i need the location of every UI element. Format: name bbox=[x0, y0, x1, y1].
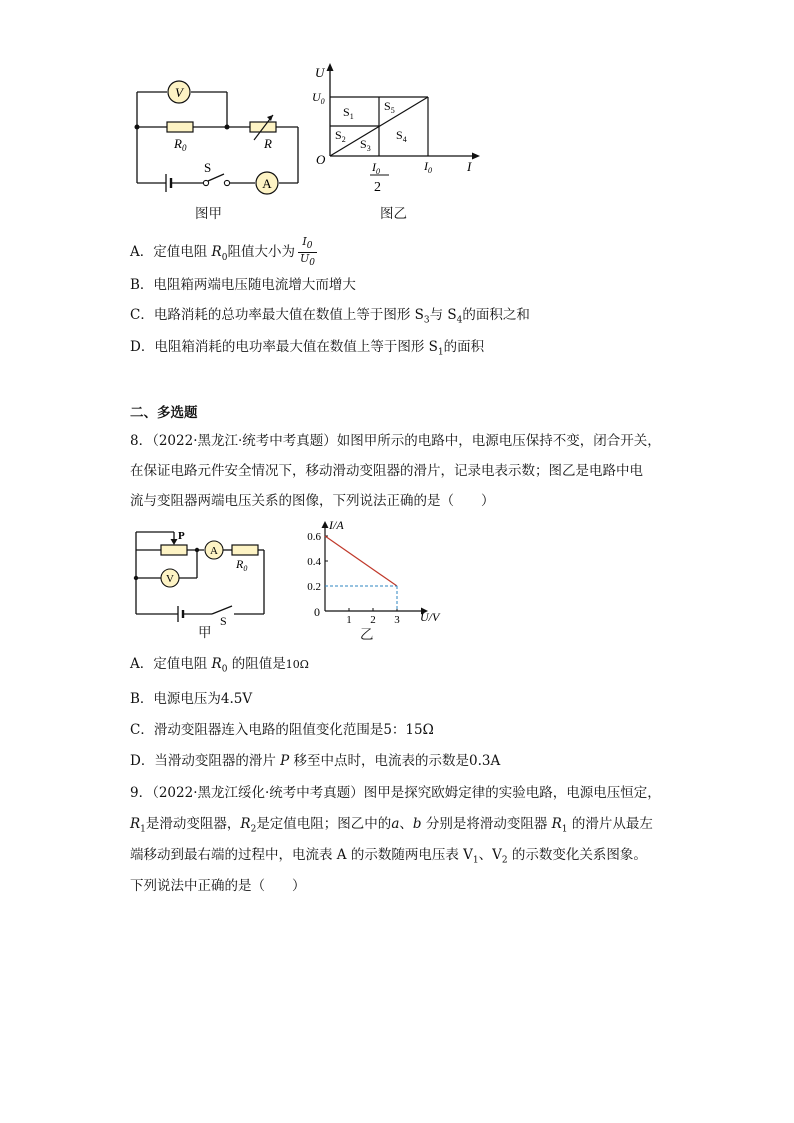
q7-option-a: A．定值电阻 $R_0$阻值大小为 $\frac{I_0}{U_0}$ bbox=[130, 235, 315, 269]
rheostat-r bbox=[250, 122, 276, 132]
r0-label: $R_0$ bbox=[174, 136, 187, 153]
caption-yi: 图乙 bbox=[380, 206, 407, 222]
y-tick-label-0.4: 0.4 bbox=[307, 556, 321, 568]
q9-stem-line1: 9．（2022·黑龙江绥化·统考中考真题）图甲是探究欧姆定律的实验电路，电源电压恒定， bbox=[130, 785, 661, 801]
s1-label: $S_1$ bbox=[343, 105, 354, 121]
q9-stem-line3: 端移动到最右端的过程中，电流表 A 的示数随两电压表 $V_1$、$V_2$ 的示数变化关系图象。 bbox=[130, 847, 647, 866]
q7-option-c: C．电路消耗的总功率最大值在数值上等于图形 $S_3$与 $S_4$的面积之和 bbox=[130, 307, 530, 326]
circuit-diagram-jia-2 bbox=[128, 528, 273, 628]
series-line bbox=[325, 536, 397, 586]
origin-label: O bbox=[316, 152, 326, 167]
s4-label: $S_4$ bbox=[396, 128, 407, 144]
voltmeter-2-label: V bbox=[166, 573, 174, 585]
q7-option-d: D．电阻箱消耗的电功率最大值在数值上等于图形 $S_1$的面积 bbox=[130, 339, 485, 358]
caption-yi-2: 乙 bbox=[360, 627, 374, 643]
u0-label: $U_0$ bbox=[312, 90, 325, 106]
switch-label: S bbox=[204, 160, 212, 175]
y-tick-label-0.2: 0.2 bbox=[307, 581, 321, 593]
s2-label: $S_2$ bbox=[335, 128, 346, 144]
half-i0-den: 2 bbox=[374, 180, 381, 195]
section-multiple-choice: 二、多选题 bbox=[130, 405, 198, 421]
q8-option-d: D．当滑动变阻器的滑片 P 移至中点时，电流表的示数是0.3A bbox=[130, 753, 501, 769]
x-axis-label: U/V bbox=[420, 610, 440, 624]
iu-chart bbox=[300, 515, 450, 627]
origin-zero: 0 bbox=[314, 605, 320, 619]
i0-label: $I_0$ bbox=[424, 159, 432, 175]
caption-jia-2: 甲 bbox=[198, 625, 212, 641]
q7-option-b: B．电阻箱两端电压随电流增大而增大 bbox=[130, 277, 356, 293]
graph-yi-1 bbox=[310, 60, 485, 205]
q9-stem-line2: $R_1$是滑动变阻器，$R_2$是定值电阻；图乙中的a、b 分别是将滑动变阻器 $R_1$ 的滑片从最左 bbox=[130, 816, 653, 835]
voltmeter-label: V bbox=[175, 85, 183, 100]
s3-label: $S_3$ bbox=[360, 137, 371, 153]
q9-stem-line4: 下列说法中正确的是（ ） bbox=[130, 878, 306, 894]
x-tick-label-1: 1 bbox=[346, 614, 352, 626]
circuit-diagram-jia-1 bbox=[130, 70, 310, 200]
caption-jia: 图甲 bbox=[195, 206, 222, 222]
switch-s-2 bbox=[212, 606, 232, 614]
p-label: P bbox=[178, 530, 185, 542]
switch-2-label: S bbox=[220, 614, 227, 628]
s5-label: $S_5$ bbox=[384, 99, 395, 115]
half-i0-num: $I_0$ bbox=[372, 160, 380, 176]
x-tick-label-3: 3 bbox=[394, 614, 400, 626]
r0-2-label: $R_0$ bbox=[236, 557, 248, 573]
ammeter-2-label: A bbox=[210, 545, 218, 557]
q8-stem-line2: 在保证电路元件安全情况下，移动滑动变阻器的滑片，记录电表示数；图乙是电路中电 bbox=[130, 463, 643, 479]
q8-stem-line3: 流与变阻器两端电压关系的图像，下列说法正确的是（ ） bbox=[130, 493, 495, 509]
r-label: R bbox=[264, 136, 272, 151]
resistor-r0 bbox=[167, 122, 193, 132]
resistor-r0-2 bbox=[232, 545, 258, 555]
y-axis-arrow bbox=[322, 521, 329, 528]
switch-s bbox=[208, 174, 224, 181]
axis-u-label: U bbox=[315, 65, 325, 80]
y-tick-label-0.6: 0.6 bbox=[307, 531, 321, 543]
y-axis-label: I/A bbox=[329, 518, 344, 532]
x-tick-label-2: 2 bbox=[370, 614, 376, 626]
q8-option-a: A．定值电阻 $R_0$ 的阻值是10Ω bbox=[130, 656, 309, 675]
ammeter-label: A bbox=[262, 176, 272, 191]
q8-stem-line1: 8．（2022·黑龙江·统考中考真题）如图甲所示的电路中，电源电压保持不变，闭合开关， bbox=[130, 433, 661, 449]
axis-i-label: I bbox=[467, 159, 472, 174]
q8-option-b: B．电源电压为4.5V bbox=[130, 691, 253, 707]
rheostat-slider bbox=[161, 545, 187, 555]
q8-option-c: C．滑动变阻器连入电路的阻值变化范围是5：15Ω bbox=[130, 722, 434, 738]
